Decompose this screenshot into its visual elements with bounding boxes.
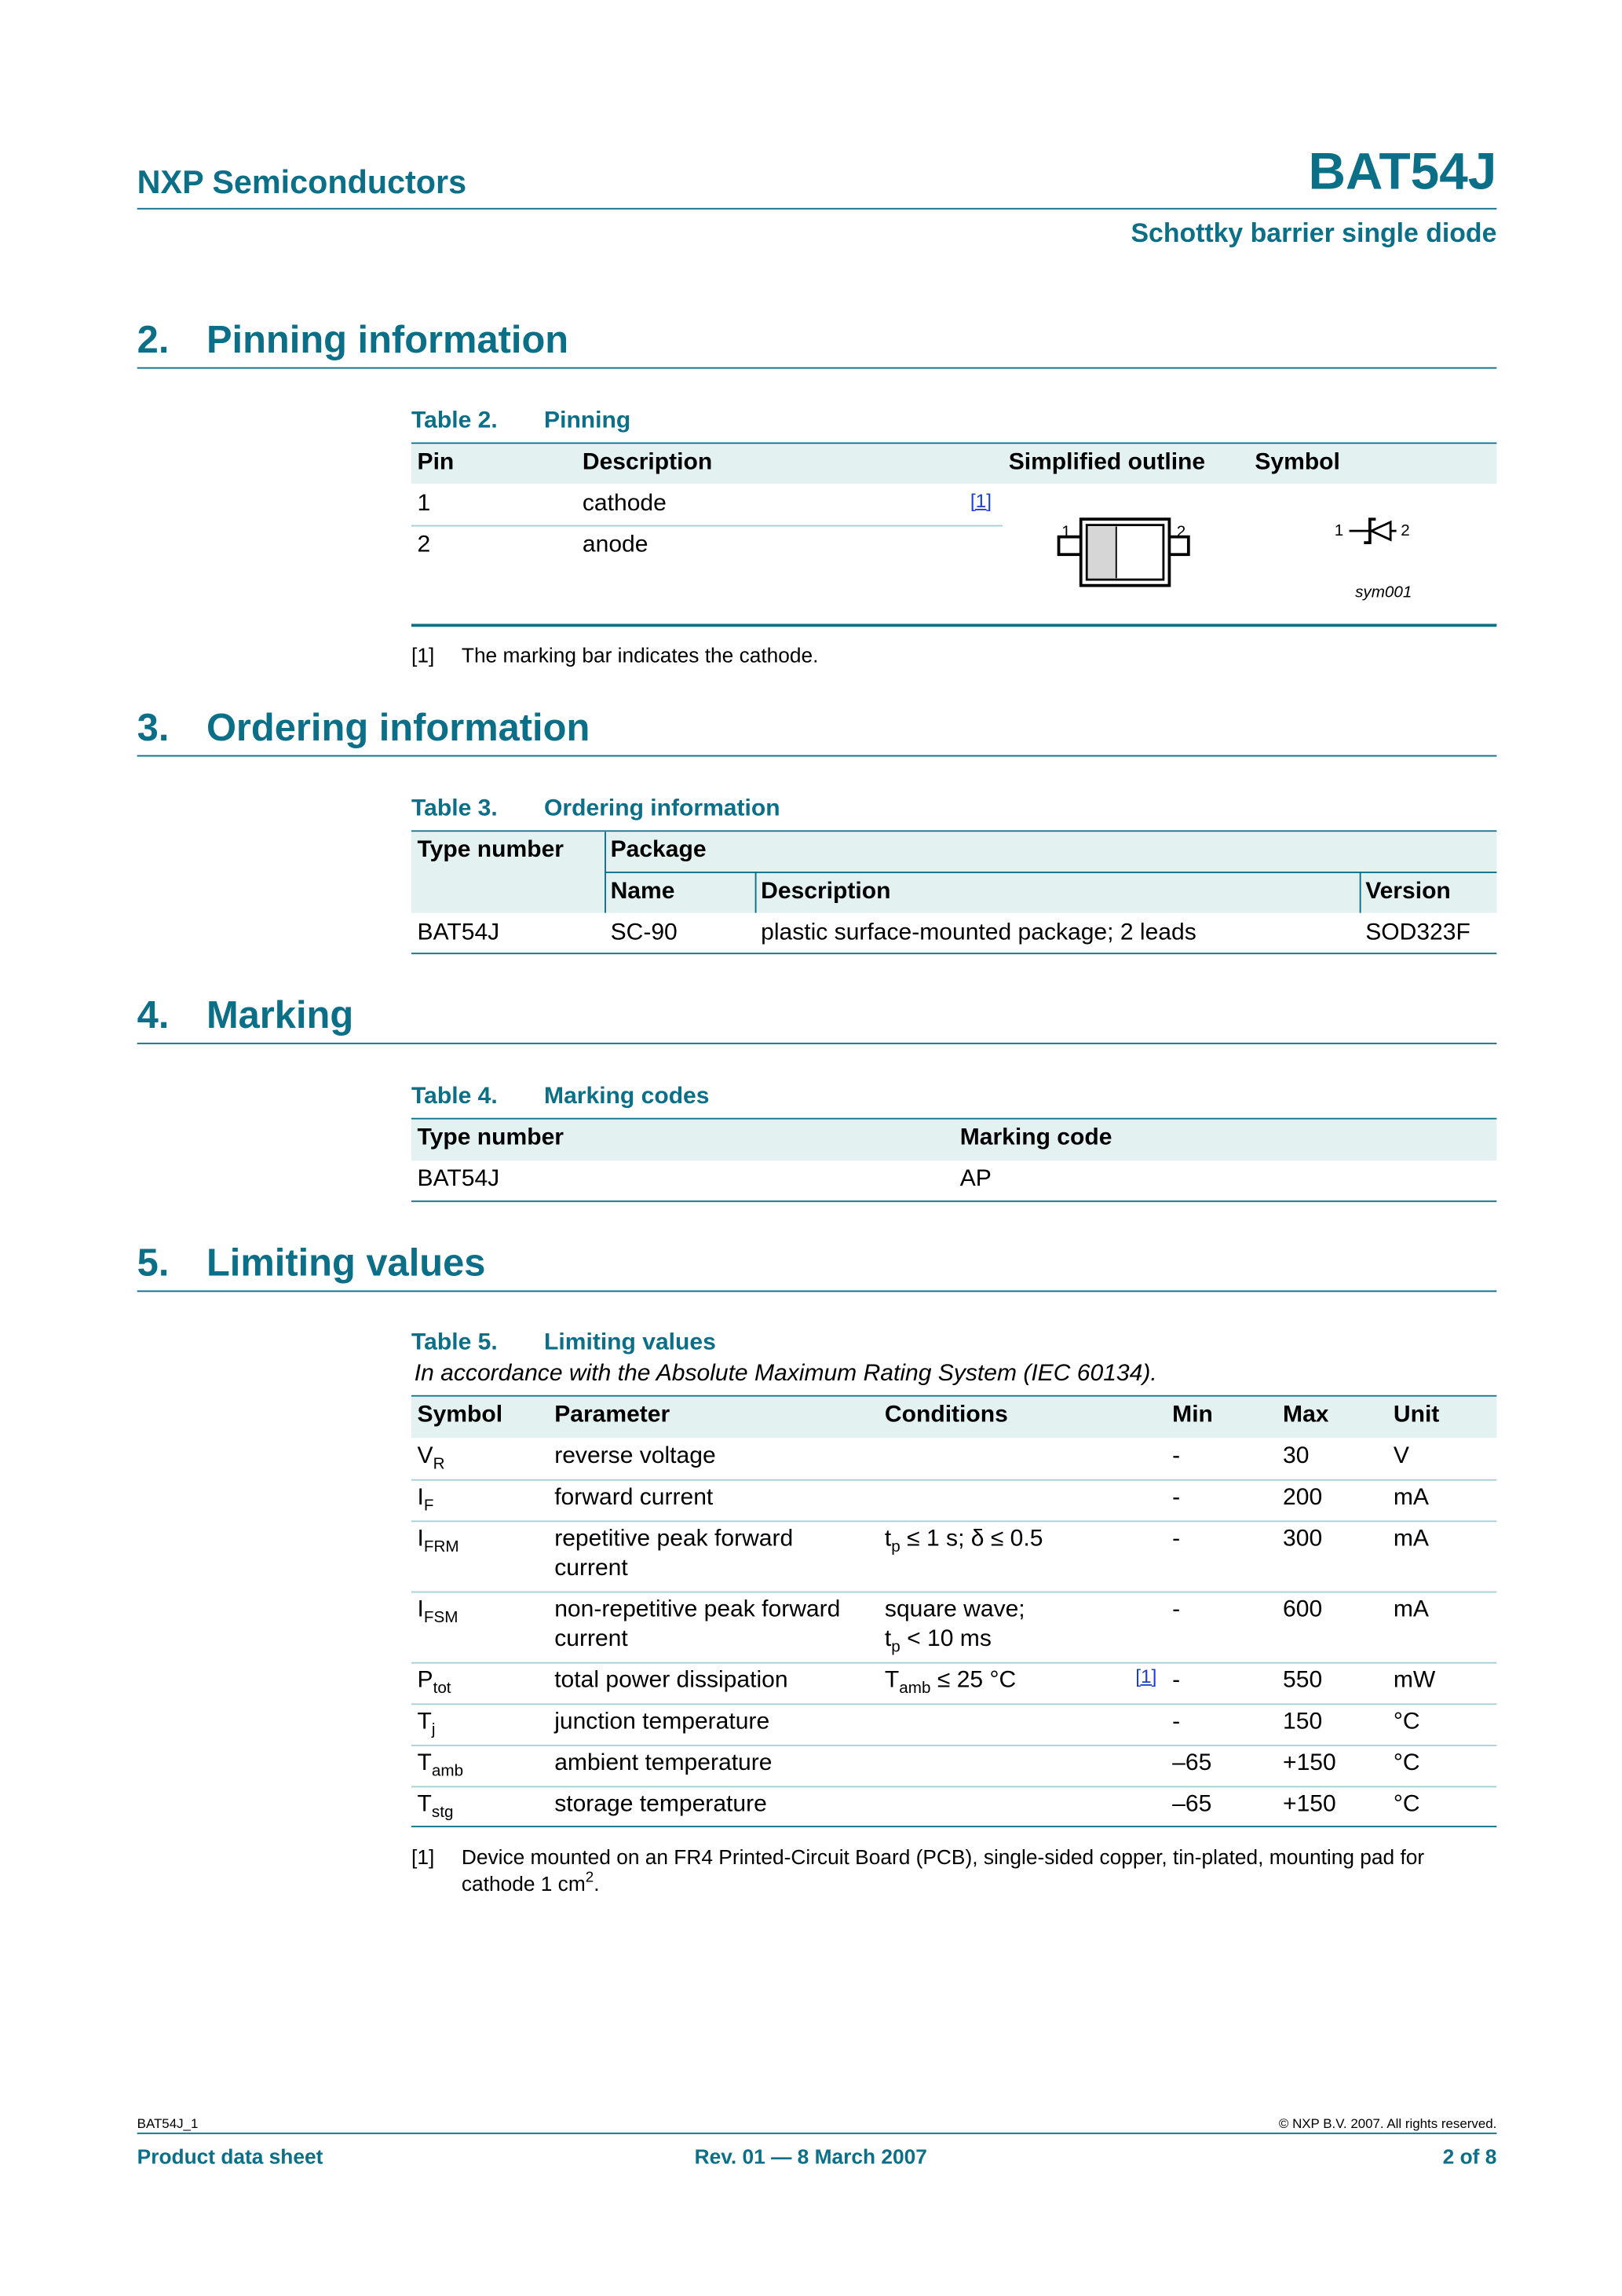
col-header: Version — [1365, 879, 1451, 905]
min-value: - — [1172, 1709, 1181, 1735]
unit: °C — [1393, 1792, 1420, 1817]
footnote-ref-link[interactable]: [1] — [1135, 1665, 1157, 1687]
symbol-id: sym001 — [1355, 583, 1412, 602]
symbol-main: T — [417, 1750, 432, 1776]
symbol-subscript: FRM — [423, 1537, 459, 1556]
header-rule — [137, 208, 1497, 210]
page-number: 2 of 8 — [1442, 2144, 1497, 2168]
table-title: Marking codes — [544, 1084, 710, 1110]
row-divider — [411, 1786, 1496, 1788]
col-header: Symbol — [1255, 449, 1340, 475]
col-header: Pin — [417, 449, 455, 475]
symbol-main: I — [417, 1485, 424, 1511]
condition-subscript: p — [891, 1638, 901, 1657]
symbol-main: I — [417, 1526, 424, 1552]
symbol-subscript: amb — [431, 1762, 464, 1780]
col-header: Simplified outline — [1008, 449, 1206, 475]
min-value: –65 — [1172, 1750, 1212, 1776]
condition-var: t — [884, 1526, 892, 1552]
col-header: Parameter — [554, 1402, 670, 1428]
symbol-subscript: tot — [433, 1680, 451, 1698]
pin-number: 1 — [417, 491, 431, 517]
symbol — [417, 1597, 458, 1627]
parameter: junction temperature — [554, 1709, 770, 1735]
condition: square wave; — [884, 1597, 1025, 1623]
col-header: Marking code — [959, 1125, 1112, 1150]
symbol-main: T — [417, 1792, 432, 1817]
symbol-main: P — [417, 1668, 433, 1694]
symbol-pin-label: 1 — [1334, 521, 1344, 540]
document-id: BAT54J_1 — [137, 2116, 199, 2131]
symbol-subscript: R — [433, 1455, 445, 1474]
unit: °C — [1393, 1709, 1420, 1735]
col-header: Description — [582, 449, 713, 475]
col-header: Symbol — [417, 1402, 503, 1428]
condition-subscript: p — [891, 1537, 901, 1556]
symbol-pin-label: 2 — [1401, 521, 1410, 540]
unit: mA — [1393, 1526, 1429, 1552]
package-outline-drawing — [1050, 510, 1197, 596]
symbol — [417, 1485, 434, 1515]
table-label: Table 4. — [411, 1084, 498, 1110]
col-header: Min — [1172, 1402, 1213, 1428]
table-label: Table 5. — [411, 1330, 498, 1356]
symbol — [417, 1709, 436, 1739]
symbol — [417, 1526, 459, 1556]
parameter: total power dissipation — [554, 1668, 788, 1694]
symbol — [417, 1792, 454, 1822]
company-name: NXP Semiconductors — [137, 163, 467, 201]
row-divider — [411, 525, 1003, 527]
type-number: BAT54J — [417, 919, 500, 945]
condition-value: ≤ 25 °C — [930, 1668, 1017, 1694]
parameter: storage temperature — [554, 1792, 767, 1817]
symbol — [417, 1668, 451, 1698]
package-name: SC-90 — [610, 919, 678, 945]
min-value: - — [1172, 1443, 1181, 1469]
footnote-mark: [1] — [411, 642, 435, 667]
section-number: 3. — [137, 704, 170, 750]
section-title: Ordering information — [206, 704, 590, 750]
symbol-subscript: FSM — [423, 1609, 458, 1627]
symbol-subscript: j — [431, 1720, 436, 1739]
marking-code: AP — [959, 1166, 992, 1192]
unit: mA — [1393, 1485, 1429, 1511]
min-value: - — [1172, 1526, 1181, 1552]
parameter: forward current — [554, 1485, 714, 1511]
col-header: Conditions — [884, 1402, 1008, 1428]
unit: °C — [1393, 1750, 1420, 1776]
outline-pin-label: 1 — [1061, 523, 1071, 542]
max-value: 30 — [1283, 1443, 1310, 1469]
footnote-text-cont — [462, 1871, 600, 1895]
product-name: BAT54J — [1308, 143, 1497, 201]
document-type: Product data sheet — [137, 2144, 323, 2168]
row-divider — [411, 1520, 1496, 1522]
table-note: In accordance with the Absolute Maximum Rating System (IEC 60134). — [414, 1361, 1157, 1387]
package-version: SOD323F — [1365, 919, 1470, 945]
parameter: ambient temperature — [554, 1750, 773, 1776]
col-header: Description — [761, 879, 891, 905]
symbol-main: I — [417, 1597, 424, 1623]
condition — [884, 1526, 1043, 1556]
condition-value: < 10 ms — [900, 1626, 992, 1652]
symbol-main: T — [417, 1709, 432, 1735]
section-number: 2. — [137, 316, 170, 362]
footnote-mark: [1] — [411, 1844, 435, 1869]
table-label: Table 2. — [411, 408, 498, 434]
symbol-subscript: F — [423, 1497, 434, 1515]
table-title: Limiting values — [544, 1330, 716, 1356]
row-divider — [411, 1479, 1496, 1481]
section-number: 4. — [137, 993, 170, 1037]
footnote-text: cathode 1 cm — [461, 1871, 586, 1896]
condition — [884, 1626, 992, 1657]
parameter: repetitive peak forward — [554, 1526, 794, 1552]
min-value: - — [1172, 1668, 1181, 1694]
section-number: 5. — [137, 1240, 170, 1285]
row-divider — [411, 1662, 1496, 1664]
outline-pin-label: 2 — [1176, 523, 1186, 542]
min-value: - — [1172, 1485, 1181, 1511]
col-header: Name — [610, 879, 675, 905]
footnote-ref-link[interactable]: [1] — [970, 489, 992, 512]
section-title: Limiting values — [206, 1240, 486, 1285]
copyright: © NXP B.V. 2007. All rights reserved. — [1278, 2116, 1497, 2131]
footnote-text: Device mounted on an FR4 Printed-Circuit Board (PCB), single-sided copper, tin-plated, mounting pad for — [461, 1844, 1425, 1869]
type-number: BAT54J — [417, 1166, 500, 1192]
pin-description: cathode — [582, 491, 667, 517]
condition-value: ≤ 1 s; δ ≤ 0.5 — [900, 1526, 1043, 1552]
min-value: –65 — [1172, 1792, 1212, 1817]
max-value: 550 — [1283, 1668, 1323, 1694]
table-title: Pinning — [544, 408, 631, 434]
col-header: Type number — [417, 837, 564, 863]
parameter-cont: current — [554, 1626, 628, 1652]
condition-var: T — [884, 1668, 900, 1694]
section-title: Marking — [206, 993, 354, 1037]
parameter: non-repetitive peak forward — [554, 1597, 841, 1623]
row-divider — [411, 1592, 1496, 1593]
revision: Rev. 01 — 8 March 2007 — [694, 2144, 927, 2168]
footnote-text: The marking bar indicates the cathode. — [461, 642, 819, 667]
table-title: Ordering information — [544, 796, 780, 822]
footnote-text: . — [594, 1871, 600, 1896]
col-header: Unit — [1393, 1402, 1440, 1428]
package-description: plastic surface-mounted package; 2 leads — [761, 919, 1196, 945]
max-value: 600 — [1283, 1597, 1323, 1623]
unit: mW — [1393, 1668, 1436, 1694]
max-value: +150 — [1283, 1750, 1336, 1776]
condition-var: t — [884, 1626, 892, 1652]
schottky-diode-symbol-icon — [1348, 517, 1398, 544]
row-divider — [411, 1745, 1496, 1746]
max-value: 150 — [1283, 1709, 1323, 1735]
symbol — [417, 1443, 445, 1474]
max-value: 300 — [1283, 1526, 1323, 1552]
section-title: Pinning information — [206, 316, 569, 362]
pin-description: anode — [582, 532, 648, 558]
product-subtitle: Schottky barrier single diode — [1131, 218, 1497, 248]
superscript: 2 — [585, 1870, 594, 1887]
max-value: 200 — [1283, 1485, 1323, 1511]
min-value: - — [1172, 1597, 1181, 1623]
col-header: Max — [1283, 1402, 1329, 1428]
col-header: Package — [610, 837, 707, 863]
table-label: Table 3. — [411, 796, 498, 822]
symbol-subscript: stg — [431, 1804, 454, 1822]
condition — [884, 1668, 1017, 1698]
pin-number: 2 — [417, 532, 431, 558]
unit: mA — [1393, 1597, 1429, 1623]
symbol — [417, 1750, 464, 1780]
col-header: Type number — [417, 1125, 564, 1150]
parameter-cont: current — [554, 1556, 628, 1581]
unit: V — [1393, 1443, 1409, 1469]
row-divider — [411, 1703, 1496, 1705]
parameter: reverse voltage — [554, 1443, 716, 1469]
symbol-main: V — [417, 1443, 433, 1469]
condition-subscript: amb — [899, 1680, 931, 1698]
max-value: +150 — [1283, 1792, 1336, 1817]
